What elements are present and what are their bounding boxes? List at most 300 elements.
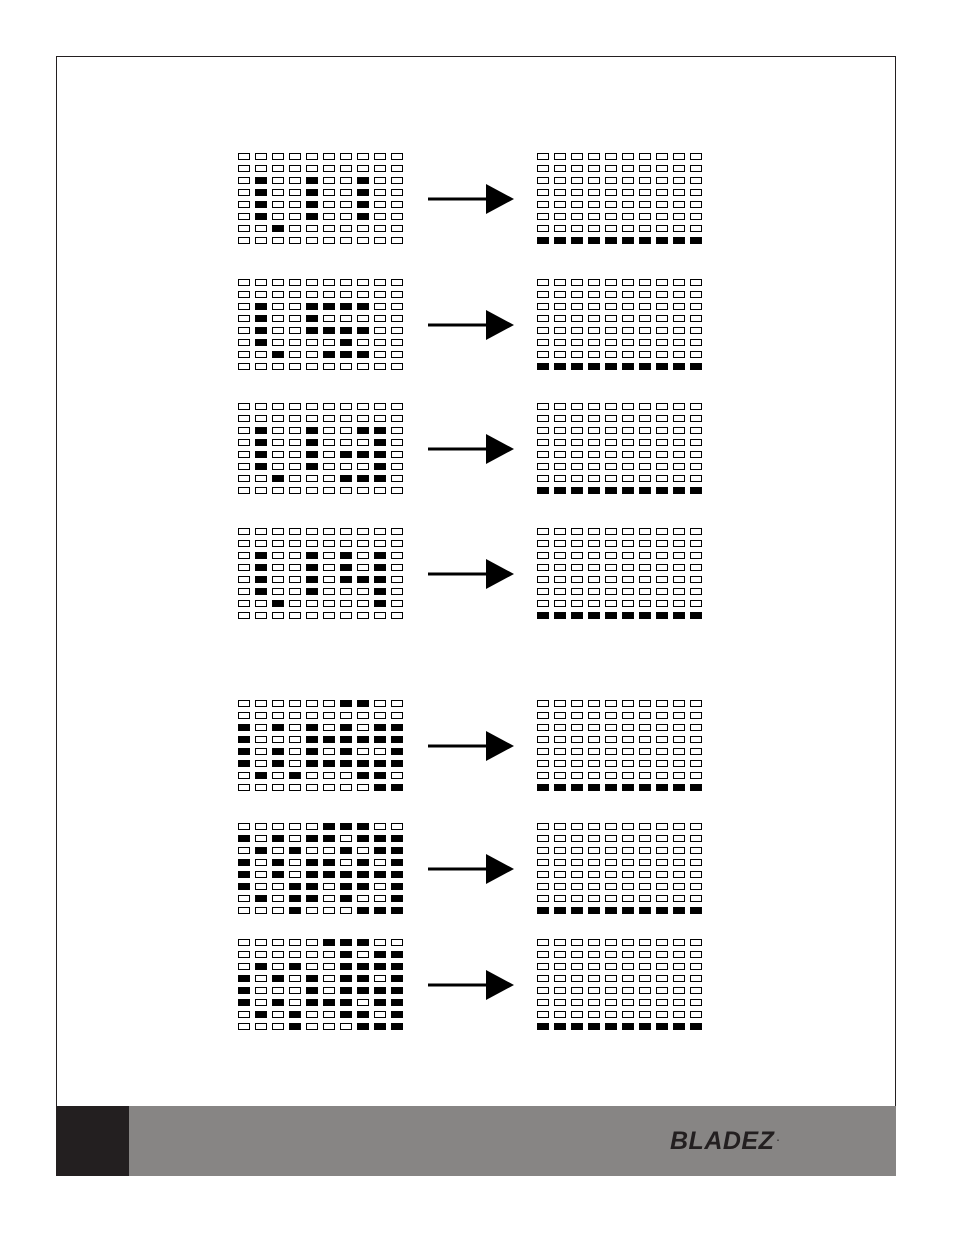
unlit-segment [238,291,250,298]
unlit-segment [537,847,549,854]
lit-segment [306,576,318,583]
unlit-segment [374,177,386,184]
unlit-segment [323,564,335,571]
lit-segment [255,427,267,434]
unlit-segment [340,907,352,914]
unlit-segment [340,165,352,172]
unlit-segment [289,339,301,346]
unlit-segment [391,712,403,719]
unlit-segment [340,859,352,866]
lit-segment [340,823,352,830]
unlit-segment [571,279,583,286]
display-before-4 [238,528,403,619]
unlit-segment [605,700,617,707]
unlit-segment [238,772,250,779]
lit-segment [255,451,267,458]
unlit-segment [554,165,566,172]
lit-segment [357,327,369,334]
unlit-segment [340,363,352,370]
unlit-segment [639,463,651,470]
unlit-segment [656,303,668,310]
unlit-segment [639,291,651,298]
unlit-segment [537,772,549,779]
unlit-segment [690,859,702,866]
unlit-segment [289,975,301,982]
lit-segment [357,700,369,707]
unlit-segment [571,700,583,707]
unlit-segment [272,327,284,334]
unlit-segment [639,823,651,830]
lit-segment [272,225,284,232]
unlit-segment [323,225,335,232]
lit-segment [374,564,386,571]
unlit-segment [238,951,250,958]
unlit-segment [357,363,369,370]
unlit-segment [537,1011,549,1018]
unlit-segment [255,871,267,878]
unlit-segment [391,351,403,358]
lit-segment [306,999,318,1006]
unlit-segment [605,987,617,994]
unlit-segment [656,291,668,298]
unlit-segment [690,760,702,767]
lit-segment [391,975,403,982]
unlit-segment [690,201,702,208]
lit-segment [272,760,284,767]
unlit-segment [255,363,267,370]
lit-segment [571,907,583,914]
lit-segment [340,760,352,767]
unlit-segment [656,700,668,707]
unlit-segment [272,403,284,410]
lit-segment [588,487,600,494]
unlit-segment [673,552,685,559]
unlit-segment [255,883,267,890]
unlit-segment [622,748,634,755]
unlit-segment [306,351,318,358]
unlit-segment [255,1023,267,1030]
unlit-segment [639,987,651,994]
unlit-segment [391,201,403,208]
unlit-segment [340,600,352,607]
unlit-segment [272,552,284,559]
right-arrow-icon [428,182,516,216]
unlit-segment [639,564,651,571]
unlit-segment [639,153,651,160]
lit-segment [357,189,369,196]
display-before-1 [238,153,403,244]
lit-segment [272,871,284,878]
lit-segment [340,1011,352,1018]
unlit-segment [656,475,668,482]
lit-segment [238,871,250,878]
unlit-segment [605,177,617,184]
unlit-segment [622,315,634,322]
unlit-segment [323,463,335,470]
unlit-segment [238,213,250,220]
unlit-segment [673,823,685,830]
unlit-segment [690,963,702,970]
unlit-segment [622,859,634,866]
unlit-segment [588,975,600,982]
unlit-segment [656,588,668,595]
unlit-segment [622,951,634,958]
unlit-segment [255,736,267,743]
lit-segment [656,784,668,791]
unlit-segment [605,1011,617,1018]
unlit-segment [306,612,318,619]
unlit-segment [306,363,318,370]
lit-segment [554,784,566,791]
unlit-segment [554,883,566,890]
unlit-segment [588,291,600,298]
unlit-segment [656,427,668,434]
unlit-segment [357,315,369,322]
unlit-segment [238,700,250,707]
unlit-segment [391,939,403,946]
lit-segment [673,907,685,914]
unlit-segment [622,712,634,719]
lit-segment [306,736,318,743]
unlit-segment [571,415,583,422]
unlit-segment [639,403,651,410]
unlit-segment [571,564,583,571]
unlit-segment [656,213,668,220]
unlit-segment [289,760,301,767]
unlit-segment [323,213,335,220]
lit-segment [340,451,352,458]
lit-segment [690,363,702,370]
unlit-segment [255,939,267,946]
unlit-segment [588,528,600,535]
unlit-segment [588,823,600,830]
unlit-segment [605,201,617,208]
unlit-segment [238,939,250,946]
unlit-segment [289,835,301,842]
unlit-segment [588,279,600,286]
unlit-segment [391,451,403,458]
lit-segment [357,1011,369,1018]
unlit-segment [622,475,634,482]
unlit-segment [588,463,600,470]
unlit-segment [357,165,369,172]
unlit-segment [340,177,352,184]
unlit-segment [571,165,583,172]
unlit-segment [554,772,566,779]
lit-segment [272,999,284,1006]
unlit-segment [323,1023,335,1030]
unlit-segment [605,540,617,547]
unlit-segment [656,189,668,196]
lit-segment [374,463,386,470]
unlit-segment [605,748,617,755]
unlit-segment [622,600,634,607]
lit-segment [588,784,600,791]
lit-segment [238,736,250,743]
unlit-segment [673,588,685,595]
unlit-segment [656,895,668,902]
unlit-segment [537,165,549,172]
unlit-segment [537,939,549,946]
unlit-segment [391,327,403,334]
unlit-segment [622,540,634,547]
unlit-segment [588,165,600,172]
lit-segment [391,871,403,878]
unlit-segment [323,201,335,208]
unlit-segment [238,907,250,914]
lit-segment [537,1023,549,1030]
unlit-segment [656,871,668,878]
unlit-segment [554,588,566,595]
unlit-segment [605,291,617,298]
unlit-segment [588,951,600,958]
unlit-segment [690,540,702,547]
unlit-segment [238,475,250,482]
unlit-segment [656,415,668,422]
unlit-segment [289,588,301,595]
unlit-segment [238,895,250,902]
unlit-segment [306,847,318,854]
unlit-segment [622,403,634,410]
unlit-segment [588,724,600,731]
unlit-segment [656,736,668,743]
unlit-segment [656,315,668,322]
unlit-segment [690,291,702,298]
unlit-segment [673,315,685,322]
right-arrow-icon [428,432,516,466]
unlit-segment [673,213,685,220]
unlit-segment [554,403,566,410]
unlit-segment [272,237,284,244]
unlit-segment [391,552,403,559]
unlit-segment [272,700,284,707]
unlit-segment [289,153,301,160]
unlit-segment [554,528,566,535]
unlit-segment [656,153,668,160]
lit-segment [391,760,403,767]
unlit-segment [374,403,386,410]
unlit-segment [357,339,369,346]
unlit-segment [605,712,617,719]
unlit-segment [656,823,668,830]
lit-segment [588,907,600,914]
unlit-segment [673,351,685,358]
unlit-segment [537,895,549,902]
unlit-segment [323,987,335,994]
unlit-segment [391,439,403,446]
unlit-segment [289,528,301,535]
unlit-segment [673,451,685,458]
unlit-segment [255,165,267,172]
unlit-segment [357,564,369,571]
unlit-segment [537,427,549,434]
unlit-segment [272,177,284,184]
lit-segment [340,339,352,346]
lit-segment [340,871,352,878]
unlit-segment [588,177,600,184]
lit-segment [554,612,566,619]
lit-segment [357,201,369,208]
unlit-segment [571,528,583,535]
lit-segment [537,487,549,494]
unlit-segment [639,760,651,767]
unlit-segment [374,528,386,535]
lit-segment [357,475,369,482]
unlit-segment [255,700,267,707]
display-after-3 [537,403,702,494]
right-arrow-icon [428,557,516,591]
lit-segment [289,883,301,890]
unlit-segment [391,463,403,470]
unlit-segment [357,612,369,619]
unlit-segment [357,540,369,547]
unlit-segment [289,279,301,286]
unlit-segment [306,823,318,830]
unlit-segment [323,951,335,958]
unlit-segment [357,712,369,719]
unlit-segment [272,823,284,830]
unlit-segment [605,736,617,743]
unlit-segment [238,487,250,494]
unlit-segment [537,700,549,707]
unlit-segment [690,772,702,779]
unlit-segment [673,153,685,160]
unlit-segment [690,564,702,571]
unlit-segment [656,528,668,535]
unlit-segment [690,213,702,220]
unlit-segment [588,315,600,322]
unlit-segment [571,772,583,779]
unlit-segment [605,552,617,559]
unlit-segment [622,213,634,220]
unlit-segment [571,736,583,743]
unlit-segment [323,784,335,791]
unlit-segment [323,724,335,731]
lit-segment [391,847,403,854]
lit-segment [306,201,318,208]
unlit-segment [272,528,284,535]
unlit-segment [605,951,617,958]
unlit-segment [537,475,549,482]
lit-segment [374,987,386,994]
unlit-segment [639,700,651,707]
footer-page-number-block [56,1106,129,1176]
lit-segment [306,315,318,322]
unlit-segment [340,201,352,208]
unlit-segment [391,177,403,184]
lit-segment [391,895,403,902]
unlit-segment [588,999,600,1006]
lit-segment [323,327,335,334]
unlit-segment [391,165,403,172]
unlit-segment [323,415,335,422]
lit-segment [656,612,668,619]
lit-segment [673,1023,685,1030]
unlit-segment [374,859,386,866]
unlit-segment [554,736,566,743]
unlit-segment [639,475,651,482]
unlit-segment [272,540,284,547]
unlit-segment [289,784,301,791]
unlit-segment [340,588,352,595]
unlit-segment [374,303,386,310]
unlit-segment [673,772,685,779]
lit-segment [571,1023,583,1030]
unlit-segment [289,415,301,422]
unlit-segment [238,177,250,184]
unlit-segment [639,895,651,902]
unlit-segment [272,576,284,583]
unlit-segment [639,351,651,358]
unlit-segment [656,552,668,559]
unlit-segment [588,736,600,743]
unlit-segment [571,540,583,547]
unlit-segment [554,552,566,559]
unlit-segment [289,552,301,559]
unlit-segment [323,427,335,434]
unlit-segment [537,999,549,1006]
unlit-segment [272,415,284,422]
unlit-segment [272,213,284,220]
unlit-segment [622,871,634,878]
unlit-segment [272,279,284,286]
unlit-segment [340,439,352,446]
unlit-segment [289,177,301,184]
unlit-segment [357,291,369,298]
unlit-segment [673,177,685,184]
unlit-segment [323,189,335,196]
unlit-segment [272,439,284,446]
unlit-segment [622,189,634,196]
unlit-segment [272,895,284,902]
unlit-segment [622,1011,634,1018]
unlit-segment [323,291,335,298]
unlit-segment [639,415,651,422]
unlit-segment [605,189,617,196]
unlit-segment [673,760,685,767]
lit-segment [340,883,352,890]
unlit-segment [690,712,702,719]
unlit-segment [588,847,600,854]
unlit-segment [289,939,301,946]
lit-segment [289,847,301,854]
unlit-segment [374,939,386,946]
unlit-segment [571,552,583,559]
unlit-segment [537,153,549,160]
lit-segment [306,552,318,559]
lit-segment [255,315,267,322]
unlit-segment [537,987,549,994]
unlit-segment [622,351,634,358]
unlit-segment [272,939,284,946]
unlit-segment [374,225,386,232]
unlit-segment [537,291,549,298]
unlit-segment [656,564,668,571]
lit-segment [605,907,617,914]
unlit-segment [537,823,549,830]
lit-segment [306,213,318,220]
unlit-segment [255,748,267,755]
lit-segment [656,1023,668,1030]
unlit-segment [238,279,250,286]
unlit-segment [323,883,335,890]
unlit-segment [571,201,583,208]
unlit-segment [323,588,335,595]
display-before-2 [238,279,403,370]
unlit-segment [272,1011,284,1018]
unlit-segment [306,784,318,791]
unlit-segment [537,463,549,470]
